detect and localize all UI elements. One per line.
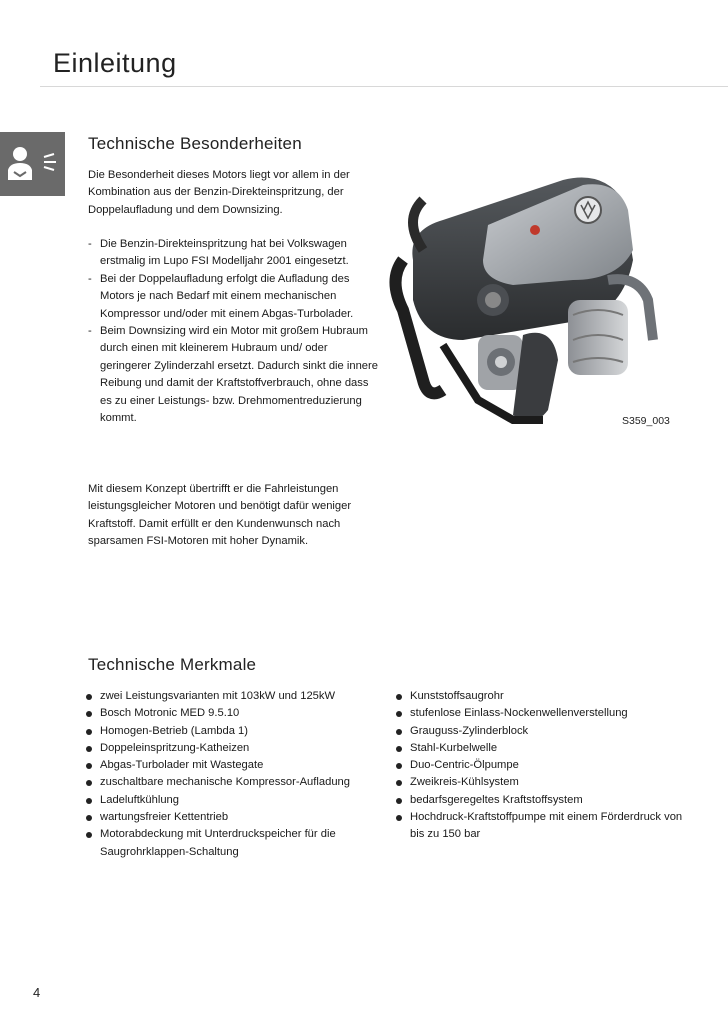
merkmale-list-right: [396, 688, 696, 844]
list-item: stufenlose Einlass-Nockenwellenverstellung: [396, 705, 696, 722]
list-item: Stahl-Kurbelwelle: [396, 740, 696, 757]
list-item: - Beim Downsizing wird ein Motor mit großem Hubraum durch einen mit kleinerem Hubraum und/ oder geringerer Zylinderzahl ersetzt. Dadurch sinkt die innere Reibung und damit der Kraftstoffverbrauch, ohne dass es zu einer Leistungs- bzw. Drehmomentreduzierung kommt.: [88, 323, 378, 427]
intro-paragraph: Die Besonderheit dieses Motors liegt vor allem in der Kombination aus der Benzin-Direkteinspritzung, der Doppelaufladung und dem Downsizing.: [88, 169, 350, 216]
besonderheiten-list: [88, 236, 378, 427]
list-item: zuschaltbare mechanische Kompressor-Aufladung: [86, 774, 376, 791]
section-title-besonderheiten: Technische Besonderheiten: [88, 134, 302, 153]
chapter-title: Einleitung: [53, 48, 177, 78]
list-item: Homogen-Betrieb (Lambda 1): [86, 723, 376, 740]
list-item: Abgas-Turbolader mit Wastegate: [86, 757, 376, 774]
list-item: Motorabdeckung mit Unterdruckspeicher für die Saugrohrklappen-Schaltung: [86, 826, 376, 861]
speaker-note-icon: [0, 132, 65, 196]
list-item: zwei Leistungsvarianten mit 103kW und 125kW: [86, 688, 376, 705]
header-divider: [40, 86, 728, 87]
figure-code: S359_003: [622, 415, 670, 427]
list-item: Zweikreis-Kühlsystem: [396, 774, 696, 791]
list-item: Grauguss-Zylinderblock: [396, 723, 696, 740]
list-item: - Die Benzin-Direkteinspritzung hat bei Volkswagen erstmalig im Lupo FSI Modelljahr 2001 eingesetzt.: [88, 236, 378, 271]
list-item: Doppeleinspritzung-Katheizen: [86, 740, 376, 757]
page-number: 4: [33, 985, 41, 1000]
list-item: Hochdruck-Kraftstoffpumpe mit einem Förderdruck von bis zu 150 bar: [396, 809, 696, 844]
engine-photo: [383, 150, 683, 450]
conclusion-paragraph: Mit diesem Konzept übertrifft er die Fahrleistungen leistungsgleicher Motoren und benötigt dafür weniger Kraftstoff. Damit erfüllt er den Kundenwunsch nach sparsamen FSI-Motoren mit hoher Dynamik.: [88, 483, 352, 548]
list-item: - Bei der Doppelaufladung erfolgt die Aufladung des Motors je nach Bedarf mit einem mechanischen Kompressor und/oder mit einem Abgas-Turbolader.: [88, 271, 378, 323]
list-item: bedarfsgeregeltes Kraftstoffsystem: [396, 792, 696, 809]
section-title-merkmale: Technische Merkmale: [88, 655, 257, 674]
list-item: Bosch Motronic MED 9.5.10: [86, 705, 376, 722]
list-item: Duo-Centric-Ölpumpe: [396, 757, 696, 774]
merkmale-list-left: [86, 688, 376, 861]
list-item: Kunststoffsaugrohr: [396, 688, 696, 705]
list-item: wartungsfreier Kettentrieb: [86, 809, 376, 826]
list-item: Ladeluftkühlung: [86, 792, 376, 809]
